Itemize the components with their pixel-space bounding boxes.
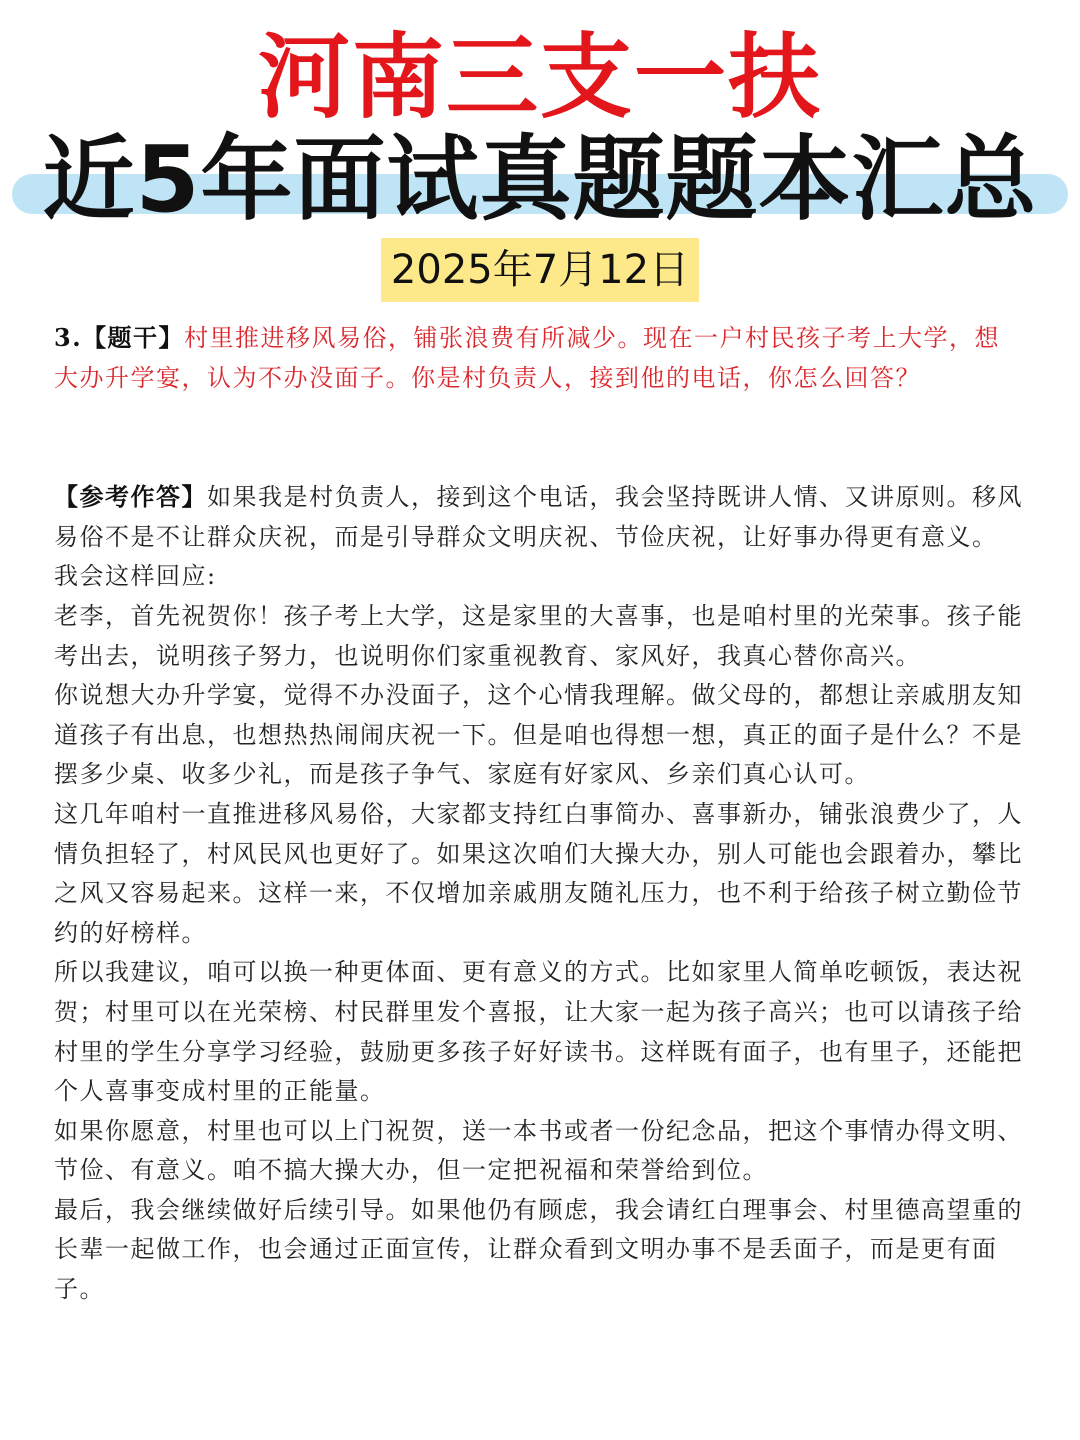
answer-paragraph: 这几年咱村一直推进移风易俗，大家都支持红白事简办、喜事新办，铺张浪费少了，人情负担轻了，村风民风也更好了。如果这次咱们大操大办，别人可能也会跟着办，攀比之风又容易起来。这样一来，不仅增加亲戚朋友随礼压力，也不利于给孩子树立勤俭节约的好榜样。 xyxy=(54,799,1023,947)
title-line1: 河南三支一扶 xyxy=(257,24,822,131)
answer-paragraph: 所以我建议，咱可以换一种更体面、更有意义的方式。比如家里人简单吃顿饭，表达祝贺；村里可以在光荣榜、村民群里发个喜报，让大家一起为孩子高兴；也可以请孩子给村里的学生分享学习经验，鼓励更多孩子好好读书。这样既有面子，也有里子，还能把个人喜事变成村里的正能量。 xyxy=(54,958,1023,1106)
answer-paragraph: 如果你愿意，村里也可以上门祝贺，送一本书或者一份纪念品，把这个事情办得文明、节俭、有意义。咱不搞大操大办，但一定把祝福和荣誉给到位。 xyxy=(54,1116,1023,1185)
question xyxy=(54,318,1024,398)
title-line2-wrap xyxy=(0,128,1080,232)
title-line2-text: 近5年面试真题题本汇总 xyxy=(42,126,1038,233)
content xyxy=(54,318,1024,1310)
answer-paragraph: 最后，我会继续做好后续引导。如果他仍有顾虑，我会请红白理事会、村里德高望重的长辈一起做工作，也会通过正面宣传，让群众看到文明办事不是丢面子，而是更有面子。 xyxy=(54,1195,1023,1304)
date-wrap xyxy=(0,238,1080,302)
answer-tag: 【参考作答】 xyxy=(54,482,207,512)
question-text: 村里推进移风易俗，铺张浪费有所减少。现在一户村民孩子考上大学，想大办升学宴，认为不办没面子。你是村负责人，接到他的电话，你怎么回答？ xyxy=(54,324,1001,392)
answer-paragraph: 你说想大办升学宴，觉得不办没面子，这个心情我理解。做父母的，都想让亲戚朋友知道孩子有出息，也想热热闹闹庆祝一下。但是咱也得想一想，真正的面子是什么？不是摆多少桌、收多少礼，而是孩子争气、家庭有好家风、乡亲们真心认可。 xyxy=(54,681,1023,789)
answer-paragraph xyxy=(54,477,1024,557)
answer-paragraph: 我会这样回应: xyxy=(54,562,217,591)
spacer xyxy=(54,398,1024,477)
question-tag: 【题干】 xyxy=(82,323,185,352)
answer-paragraph: 老李，首先祝贺你！孩子考上大学，这是家里的大喜事，也是咱村里的光荣事。孩子能考出去，说明孩子努力，也说明你们家重视教育、家风好，我真心替你高兴。 xyxy=(54,601,1023,670)
answer-text: 如果我是村负责人，接到这个电话，我会坚持既讲人情、又讲原则。移风易俗不是不让群众庆祝，而是引导群众文明庆祝、节俭庆祝，让好事办得更有意义。 xyxy=(54,483,1023,551)
title-line2 xyxy=(32,128,1047,232)
question-number: 3. xyxy=(54,323,83,352)
date-badge: 2025年7月12日 xyxy=(381,238,699,302)
